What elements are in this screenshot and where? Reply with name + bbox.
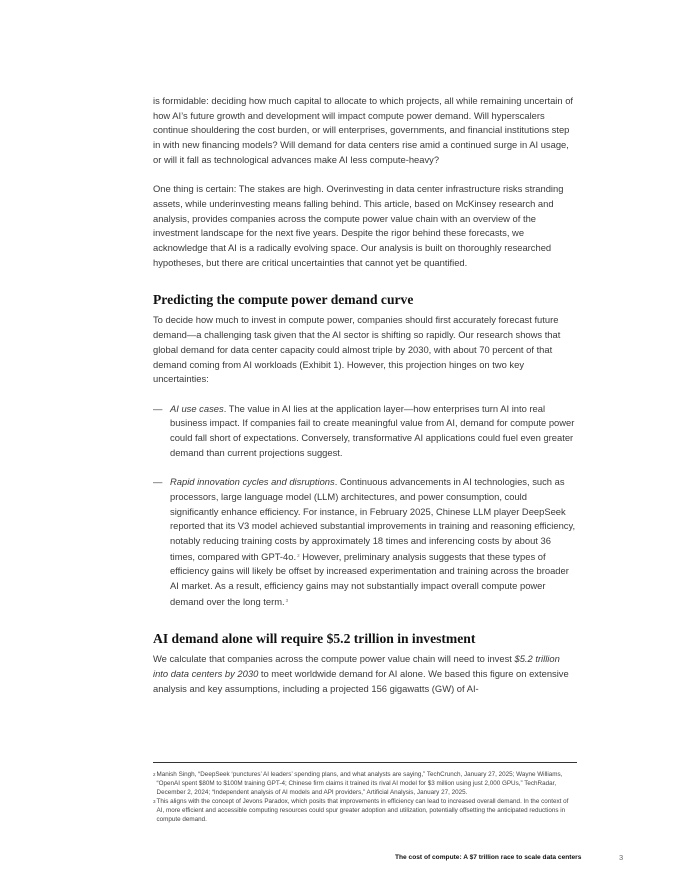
section-heading-ai-investment: AI demand alone will require $5.2 trillion in investment [153,631,476,647]
text-run: However, preliminary analysis suggests that these types of efficiency gains will likely be offset by increased experimentation and training across the broader AI market. As a result, efficiency gains may not substantially impact overall compute power demand over the long term. [170,550,569,607]
paragraph-gap [153,460,577,475]
footnote-ref: 2 [297,552,300,558]
paragraph-gap [153,387,577,402]
intro-paragraph-1 [153,94,577,168]
section-heading-compute-demand: Predicting the compute power demand curve [153,292,414,308]
footer-title: The cost of compute: A $7 trillion race to scale data centers [395,854,582,861]
bullet-dash: — [153,402,163,414]
bullet-text [170,475,577,609]
footnote-number: 3 [153,799,156,804]
text-run: to meet worldwide demand for AI alone. We based this figure on extensive analysis and key assumptions, including a projected 156 gigawatts (GW) of AI- [153,668,569,694]
text-run: To decide how much to invest in compute power, companies should first accurately forecast future demand—a challenging task given that the AI sector is shifting so rapidly. Our research shows that global demand for data center capacity could almost triple by 2030, with about 70 percent of that demand coming from AI workloads (Exhibit 1). However, this projection hinges on two key uncertainties: [153,314,561,385]
section2-paragraph [153,652,577,696]
section1-paragraph [153,313,577,387]
intro-paragraph-2 [153,182,577,270]
text-run: is formidable: deciding how much capital to allocate to which projects, all while remaining uncertain of how AI’s future growth and development will impact compute power demand. Will hyperscalers continue shouldering the cost burden, or will enterprises, governments, and financial institutions step in with new financing models? Will demand for data centers rise amid a continued surge in AI usage, or will it fall as technological advances make AI less compute-heavy? [153,95,574,165]
text-run: $5.2 trillion into data centers by 2030 [153,653,560,680]
text-run: AI use cases [170,402,224,414]
footnote-ref: 3 [285,597,289,603]
bullet-ai-use-cases [153,402,577,461]
footnote-text: This aligns with the concept of Jevons Paradox, which posits that improvements in efficiency can lead to increased overall demand. In the context of AI, more efficient and accessible computing resources could spur greater adoption and utilization, potentially offsetting the anticipated reductions in compute demand. [156,798,569,823]
footnote-3 [153,797,577,824]
article-body [153,94,577,697]
text-run: . The value in AI lies at the application layer—how enterprises turn AI into real business impact. If companies fail to create meaningful value from AI, demand for compute power could fall short of expectations. Conversely, transformative AI applications could fuel even greater demand than current projections suggest. [170,402,575,458]
bullet-text [170,402,577,461]
text-run: . Continuous advancements in AI technologies, such as processors, large language model (LLM) architectures, and power consumption, could significantly enhance efficiency. For instance, in February 2025, Chinese LLM player DeepSeek reported that its V3 model achieved substantial improvements in training and reasoning efficiency, notably reducing training costs by approximately 18 times and inferencing costs by about 36 times, compared with GPT-4o. [170,476,576,562]
footnote-number: 2 [153,772,156,777]
page-number: 3 [619,853,624,862]
text-run: We calculate that companies across the compute power value chain will need to invest [153,653,515,665]
text-run: One thing is certain: The stakes are high. Overinvesting in data center infrastructure risks stranding assets, while underinvesting means falling behind. This article, based on McKinsey research and analysis, provides companies across the compute power value chain with an overview of the investment landscape for the next five years. Despite the rigor behind these forecasts, we acknowledge that AI is a radically evolving space. Our analysis is built on thoroughly researched hypotheses, but there are critical uncertainties that cannot yet be quantified. [153,183,564,268]
paragraph-gap [153,168,577,183]
bullet-innovation-cycles [153,475,577,609]
footnote-text: Manish Singh, “DeepSeek ‘punctures’ AI leaders’ spending plans, and what analysts are saying,” TechCrunch, January 27, 2025; Wayne Williams, “OpenAI spent $80M to $100M training GPT-4; Chinese firm claims it trained its rival AI model for $3 million using just 2,000 GPUs,” TechRadar, December 2, 2024; “Independent analysis of AI models and API providers,” Artificial Analysis, January 27, 2025. [156,771,563,796]
text-run: Rapid innovation cycles and disruptions [170,476,335,488]
footnote-2 [153,770,577,797]
bullet-dash: — [153,476,163,488]
footnotes [153,762,577,824]
